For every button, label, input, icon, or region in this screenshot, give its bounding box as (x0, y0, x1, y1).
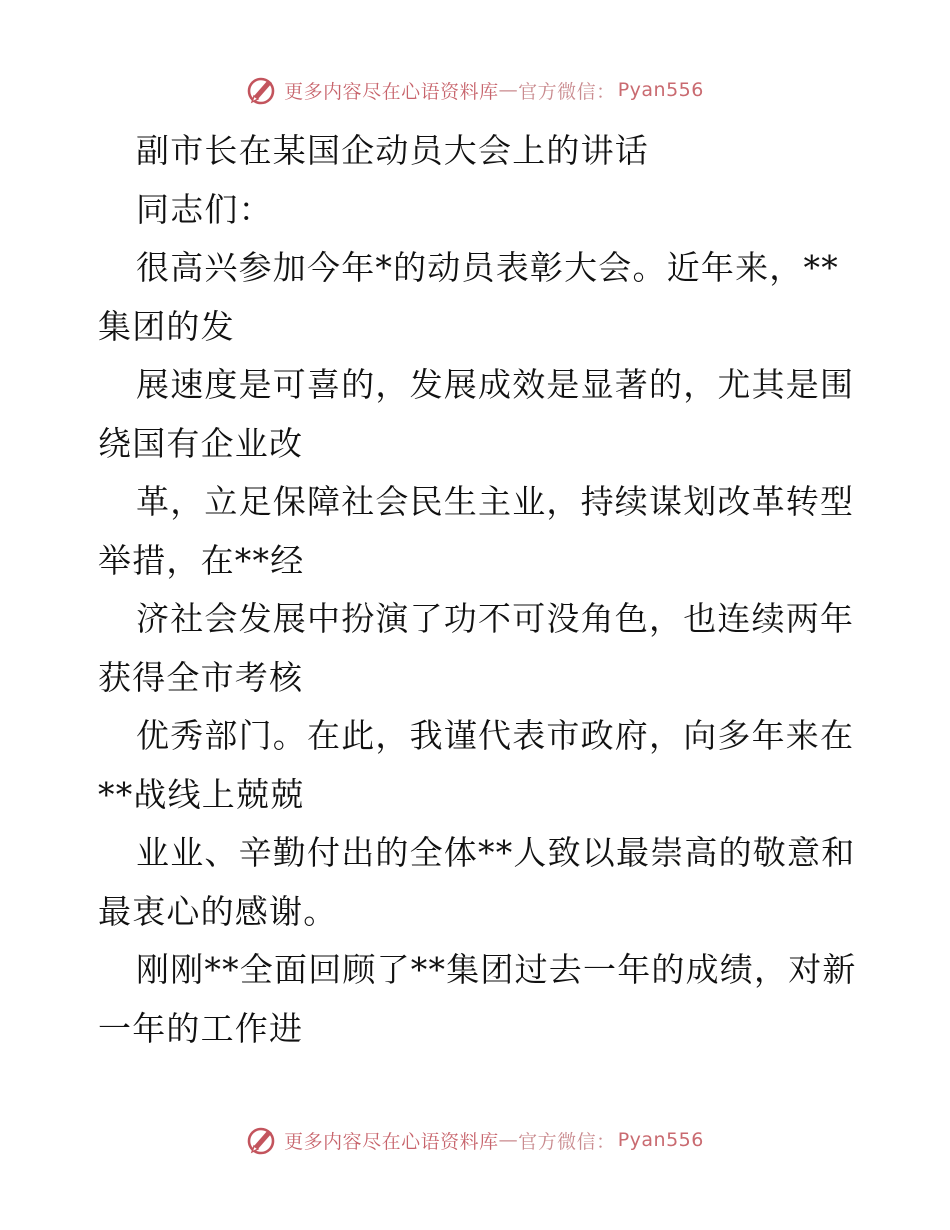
document-title: 副市长在某国企动员大会上的讲话 (136, 131, 649, 170)
text-line: 革，立足保障社会民生主业，持续谋划改革转型 (136, 482, 855, 521)
watermark-sub-text: 官方微信： (518, 80, 616, 103)
watermark-main-text: 更多内容尽在心语资料库 (284, 80, 499, 103)
text-line: 展速度是可喜的，发展成效是显著的，尤其是围 (136, 365, 855, 404)
text-line: 集团的发 (98, 306, 235, 346)
text-line: 最衷心的感谢。 (98, 891, 338, 931)
text-line: 举措，在**经 (98, 540, 305, 580)
text-line: 很高兴参加今年*的动员表彰大会。近年来，** (136, 248, 839, 287)
text-line: 优秀部门。在此，我谨代表市政府，向多年来在 (136, 716, 855, 755)
watermark-sub-text: 官方微信： (518, 1130, 616, 1153)
text-line: 济社会发展中扮演了功不可没角色，也连续两年 (136, 599, 855, 638)
watermark-id: Pyan556 (617, 1129, 704, 1151)
text-line: 刚刚**全面回顾了**集团过去一年的成绩，对新 (136, 950, 857, 989)
text-line: 一年的工作进 (98, 1008, 304, 1048)
text-line: **战线上兢兢 (98, 774, 305, 814)
text-line: 获得全市考核 (98, 657, 304, 697)
text-line: 绕国有企业改 (98, 423, 304, 463)
pen-logo-icon (246, 1124, 278, 1156)
footer-watermark (0, 1120, 950, 1160)
salutation: 同志们： (136, 189, 273, 229)
text-line: 业业、辛勤付出的全体**人致以最崇高的敬意和 (136, 833, 856, 872)
header-watermark (0, 70, 950, 110)
watermark-dash: — (498, 79, 519, 101)
watermark-id: Pyan556 (617, 79, 704, 101)
watermark-dash: — (498, 1129, 519, 1151)
watermark-main-text: 更多内容尽在心语资料库 (284, 1130, 499, 1153)
pen-logo-icon (246, 74, 278, 106)
document-body (98, 122, 858, 1058)
